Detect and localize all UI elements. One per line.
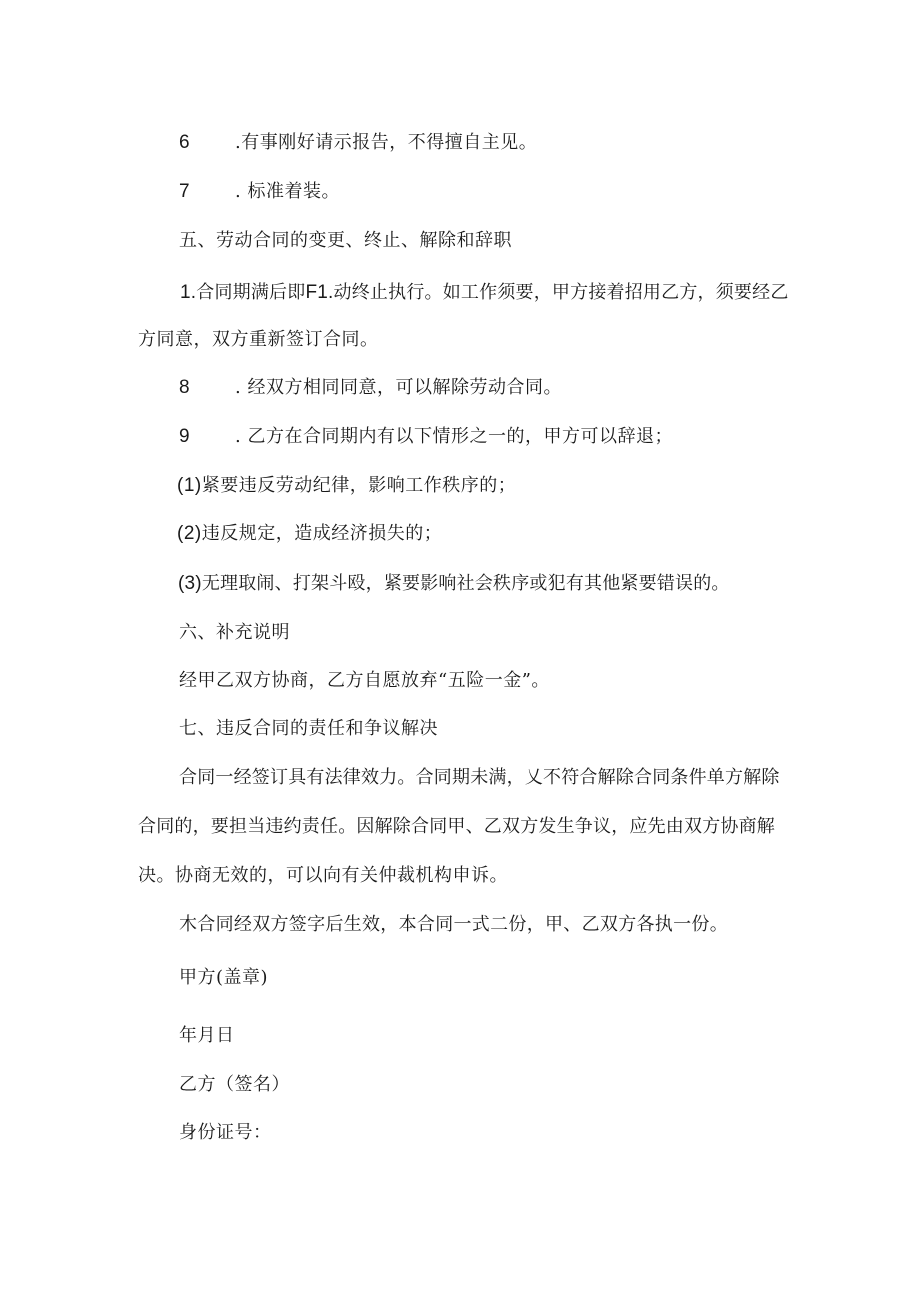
signature-party-a	[179, 966, 268, 990]
paragraph-text: 决。协商无效的，可以向有关仲裁机构申诉。	[138, 865, 508, 886]
item-text: 合同期满后即	[196, 282, 306, 303]
sub-item-2	[177, 522, 442, 546]
paragraph-line	[180, 281, 789, 305]
paragraph-text: 合同一经签订具有法律效力。合同期未满，乂不符合解除合同条件单方解除	[179, 767, 780, 788]
item-text: 违反规定，造成经济损失的；	[201, 523, 443, 544]
item-number: 9	[179, 426, 191, 447]
list-item-9	[179, 425, 673, 449]
item-text: 紧要违反劳动纪律，影响工作秩序的；	[201, 475, 517, 496]
heading-text: 六、补充说明	[179, 622, 290, 643]
paragraph-text: 木合同经双方签字后生效，本合同一式二份，甲、乙双方各执一份。	[179, 914, 728, 935]
signature-party-b	[179, 1073, 290, 1097]
item-text: . 标准着装。	[235, 181, 340, 202]
item-text: 无理取闹、打架斗殴，紧要影响社会秩序或犯有其他紧要错误的。	[201, 573, 730, 594]
paragraph-line	[179, 669, 550, 693]
date-label: 年月日	[179, 1025, 235, 1046]
item-number: (1)	[177, 475, 202, 496]
item-text: .有事刚好请示报告，不得擅自主见。	[235, 132, 538, 153]
paragraph-line	[179, 913, 728, 937]
inline-number: F1.	[305, 282, 334, 303]
item-number: 6	[179, 132, 191, 153]
sub-item-1	[177, 474, 516, 498]
item-number: (3)	[178, 573, 202, 594]
section-heading-7	[179, 717, 438, 741]
paragraph-text: 方同意，双方重新签订合同。	[138, 329, 379, 350]
signature-label: 甲方(盖章)	[179, 967, 269, 988]
item-text: . 经双方相同同意，可以解除劳动合同。	[235, 377, 562, 398]
section-heading-6	[179, 621, 290, 645]
list-item-8	[179, 376, 562, 400]
item-text: . 乙方在合同期内有以下情形之一的，甲方可以辞退；	[235, 426, 673, 447]
id-label: 身份证号：	[179, 1122, 272, 1143]
item-text-continued: 动终止执行。如工作须要，甲方接着招用乙方，须要经乙	[333, 282, 789, 303]
paragraph-line	[179, 766, 780, 790]
signature-date	[179, 1024, 235, 1048]
heading-text: 七、违反合同的责任和争议解决	[179, 718, 438, 739]
paragraph-line	[138, 815, 775, 839]
item-number: 7	[179, 181, 191, 202]
heading-text: 五、劳动合同的变更、终止、解除和辞职	[179, 230, 512, 251]
paragraph-line	[138, 864, 508, 888]
id-number-label	[179, 1121, 272, 1145]
item-number: 8	[179, 377, 191, 398]
paragraph-text: 经甲乙双方协商，乙方自愿放弃“五险一金”。	[179, 670, 550, 691]
item-number: (2)	[177, 523, 202, 544]
signature-label: 乙方（签名）	[179, 1074, 290, 1095]
paragraph-text: 合同的，要担当违约责任。因解除合同甲、乙双方发生争议，应先由双方协商解	[138, 816, 775, 837]
list-item-6	[179, 131, 537, 155]
item-number: 1.	[180, 282, 197, 303]
section-heading-5	[179, 229, 512, 253]
paragraph-line	[138, 328, 379, 352]
list-item-7	[179, 180, 340, 204]
sub-item-3	[178, 572, 730, 596]
